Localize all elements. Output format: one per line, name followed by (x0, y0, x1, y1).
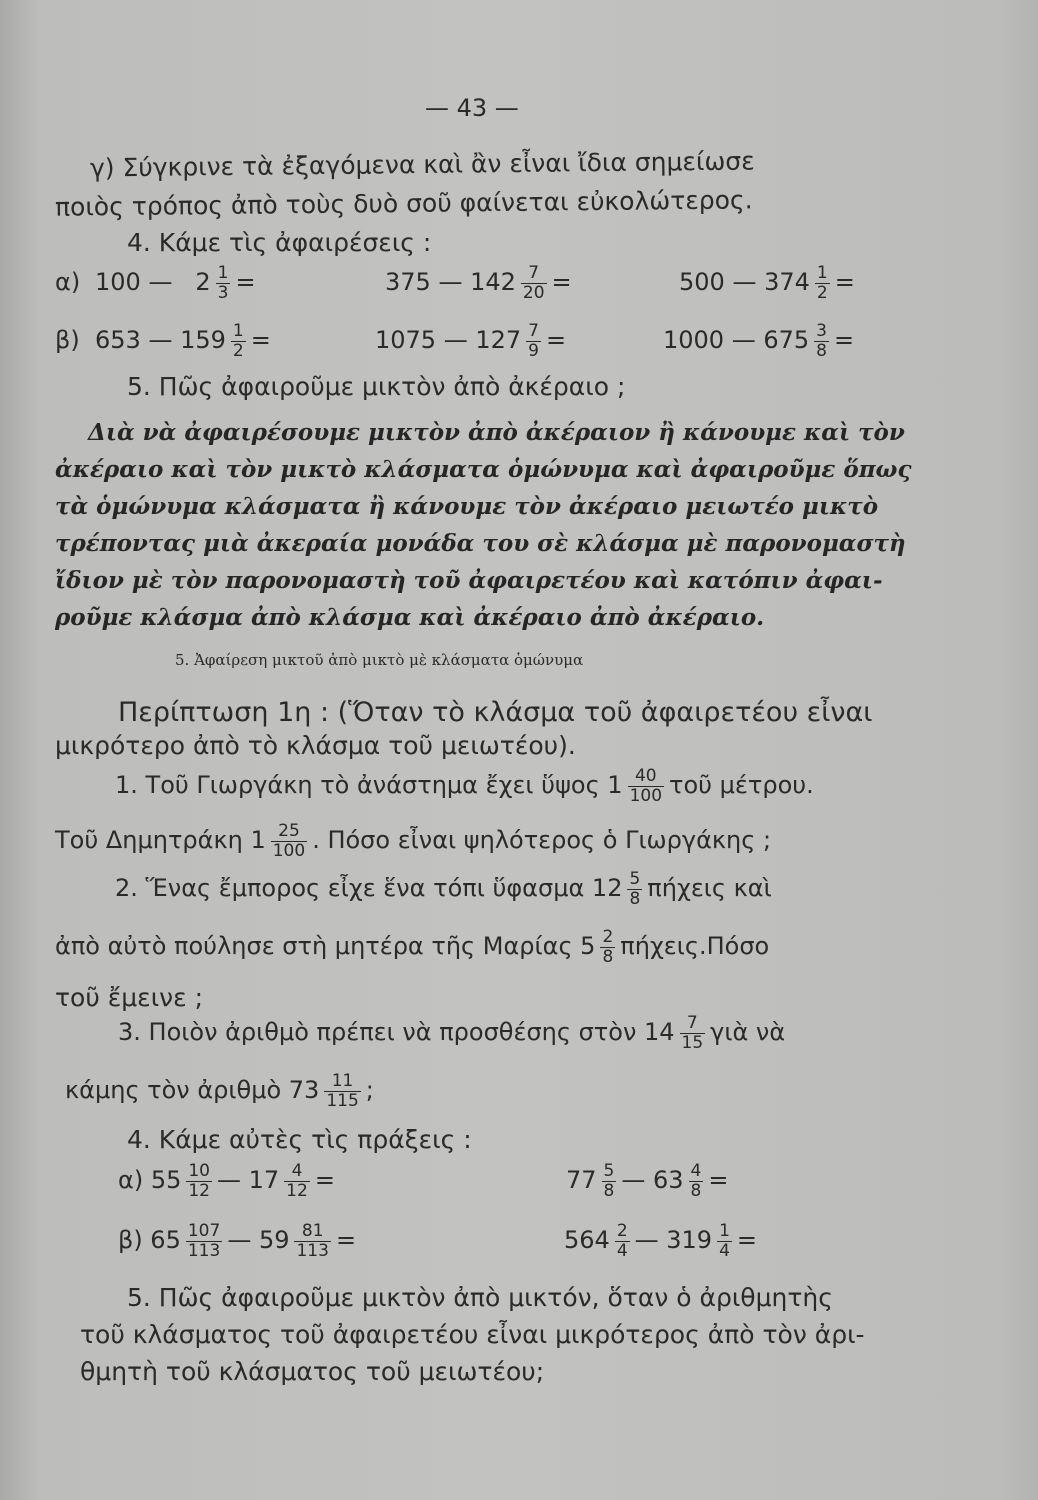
problem-2-line-2: ἀπὸ αὐτὸ πούλησε στὴ μητέρα τῆς Μαρίας 5 $\frac{2}{8}$ πήχεις.Πόσο (55, 926, 770, 967)
rule-line-4: τρέποντας μιὰ ἀκεραία μονάδα του σὲ κλάσμα μὲ παρονομαστὴ (55, 530, 906, 557)
rule-line-2: ἀκέραιο καὶ τὸν μικτὸ κλάσματα ὁμώνυμα καὶ ἀφαιροῦμε ὅπως (55, 456, 912, 483)
case-line-1: Περίπτωση 1η : (Ὅταν τὸ κλάσμα τοῦ ἀφαιρετέου εἶναι (118, 697, 873, 728)
ex4-b-label: β) (55, 326, 80, 354)
problem-4-title: 4. Κάμε αὐτὲς τὶς πράξεις : (127, 1125, 472, 1154)
problem-5-line-3: θμητὴ τοῦ κλάσματος τοῦ μειωτέου; (80, 1357, 545, 1386)
question-5-title: 5. Πῶς ἀφαιροῦμε μικτὸν ἀπὸ ἀκέραιο ; (127, 372, 626, 401)
book-page: — 43 — γ) Σύγκρινε τὰ ἐξαγόμενα καὶ ἂν εἶναι ἴδια σημείωσε ποιὸς τρόπος ἀπὸ τοὺς δυὸ σοῦ φαίνεται εὐκολώτερος. 4. Κάμε τὶς ἀφαιρέσεις : α) 100 — 2 $\frac{1}{3}$ = 375 — 142 $\frac{7}{20}$ = 500 — 374 $\frac{1}{2}$ = β) 653 — 159 $\frac{1}{2}$ = 1075 — 127 $\frac{7}{9}$ = 1000 — 675 $\frac{3}{8}$ = 5. Πῶς ἀφαιροῦμε μικτὸν ἀπὸ ἀκέραιο ; Διὰ νὰ ἀφαιρέσουμε μικτὸν ἀπὸ ἀκέραιον ἢ κάνουμε καὶ τὸν ἀκέραιο καὶ τὸν μικτὸ κλάσματα ὁμώνυμα καὶ ἀφαιροῦμε ὅπως τὰ ὁμώνυμα κλάσματα ἢ κάνουμε τὸν ἀκέραιο μειωτέο μικτὸ τρέποντας μιὰ ἀκεραία μονάδα του σὲ κλάσμα μὲ παρονομαστὴ ἴδιον μὲ τὸν παρονομαστὴ τοῦ ἀφαιρετέου καὶ κατόπιν ἀφαι- ροῦμε κλάσμα ἀπὸ κλάσμα καὶ ἀκέραιο ἀπὸ ἀκέραιο. 5. Ἀφαίρεση μικτοῦ ἀπὸ μικτὸ μὲ κλάσματα ὁμώνυμα Περίπτωση 1η : (Ὅταν τὸ κλάσμα τοῦ ἀφαιρετέου εἶναι μικρότερο ἀπὸ τὸ κλάσμα τοῦ μειωτέου). 1. Τοῦ Γιωργάκη τὸ ἀνάστημα ἔχει ὕψος 1 $\frac{40}{100}$ τοῦ μέτρου. Τοῦ Δημητράκη 1 $\frac{25}{100}$ . Πόσο εἶναι ψηλότερος ὁ Γιωργάκης ; 2. Ἕνας ἔμπορος εἶχε ἕνα τόπι ὕφασμα 12 $\frac{5}{8}$ πήχεις καὶ ἀπὸ αὐτὸ πούλησε στὴ μητέρα τῆς Μαρίας 5 $\frac{2}{8}$ πήχεις.Πόσο τοῦ ἔμεινε ; 3. Ποιὸν ἀριθμὸ πρέπει νὰ προσθέσης στὸν 14 $\frac{7}{15}$ γιὰ νὰ κάμης τὸν ἀριθμὸ 73 $\frac{11}{115}$ ; 4. Κάμε αὐτὲς τὶς πράξεις : α) 55 $\frac{10}{12}$ — 17 $\frac{4}{12}$ = 77 $\frac{5}{8}$ — 63 $\frac{4}{8}$ = β) 65 $\frac{107}{113}$ — 59 $\frac{81}{113}$ = 564 $\frac{2}{4}$ — 319 $\frac{1}{4}$ = 5. Πῶς ἀφαιροῦμε μικτὸν ἀπὸ μικτόν, ὅταν ὁ ἀριθμητὴς τοῦ κλάσματος τοῦ ἀφαιρετέου εἶναι μικρότερος ἀπὸ τὸν ἀρι- θμητὴ τοῦ κλάσματος τοῦ μειωτέου; (0, 0, 1038, 1500)
rule-line-1: Διὰ νὰ ἀφαιρέσουμε μικτὸν ἀπὸ ἀκέραιον ἢ κάνουμε καὶ τὸν (88, 419, 905, 446)
problem-5-line-1: 5. Πῶς ἀφαιροῦμε μικτὸν ἀπὸ μικτόν, ὅταν ὁ ἀριθμητὴς (127, 1283, 833, 1312)
intro-line-1: γ) Σύγκρινε τὰ ἐξαγόμενα καὶ ἂν εἶναι ἴδια σημείωσε (89, 146, 755, 183)
section-heading: 5. Ἀφαίρεση μικτοῦ ἀπὸ μικτὸ μὲ κλάσματα ὁμώνυμα (175, 651, 584, 669)
intro-line-2: ποιὸς τρόπος ἀπὸ τοὺς δυὸ σοῦ φαίνεται εὐκολώτερος. (54, 185, 753, 222)
ex4-a2: 375 — 142 $\frac{7}{20}$ = (385, 262, 572, 303)
ex4-b2: 1075 — 127 $\frac{7}{9}$ = (375, 320, 567, 361)
problem-5-line-2: τοῦ κλάσματος τοῦ ἀφαιρετέου εἶναι μικρότερος ἀπὸ τὸν ἀρι- (80, 1320, 865, 1349)
problem-3-line-2: κάμης τὸν ἀριθμὸ 73 $\frac{11}{115}$ ; (65, 1070, 374, 1111)
ex4-b3: 1000 — 675 $\frac{3}{8}$ = (663, 320, 855, 361)
page-number: — 43 — (425, 94, 519, 122)
fraction: $\frac{7}{15}$ (681, 1012, 704, 1053)
ex4-a1: 100 — 2 $\frac{1}{3}$ = (95, 262, 256, 303)
ex4-a3: 500 — 374 $\frac{1}{2}$ = (679, 262, 855, 303)
fraction: $\frac{25}{100}$ (272, 820, 306, 861)
rule-line-5: ἴδιον μὲ τὸν παρονομαστὴ τοῦ ἀφαιρετέου καὶ κατόπιν ἀφαι- (55, 567, 883, 594)
fraction: $\frac{2}{8}$ (602, 926, 614, 967)
fraction: $\frac{40}{100}$ (629, 765, 663, 806)
rule-line-6: ροῦμε κλάσμα ἀπὸ κλάσμα καὶ ἀκέραιο ἀπὸ ἀκέραιο. (55, 604, 765, 631)
case-line-2: μικρότερο ἀπὸ τὸ κλάσμα τοῦ μειωτέου). (55, 731, 576, 760)
problem-2-line-1: 2. Ἕνας ἔμπορος εἶχε ἕνα τόπι ὕφασμα 12 $\frac{5}{8}$ πήχεις καὶ (115, 868, 772, 909)
fraction: $\frac{11}{115}$ (326, 1070, 359, 1111)
ex4-a-label: α) (55, 268, 81, 296)
rule-line-3: τὰ ὁμώνυμα κλάσματα ἢ κάνουμε τὸν ἀκέραιο μειωτέο μικτὸ (55, 493, 879, 520)
ex4-b1: 653 — 159 $\frac{1}{2}$ = (95, 320, 271, 361)
exercise-4-title: 4. Κάμε τὶς ἀφαιρέσεις : (127, 228, 432, 257)
problem-3-line-1: 3. Ποιὸν ἀριθμὸ πρέπει νὰ προσθέσης στὸν 14 $\frac{7}{15}$ γιὰ νὰ (118, 1012, 786, 1053)
problem-2-line-3: τοῦ ἔμεινε ; (55, 983, 203, 1012)
problem-1-line-2: Τοῦ Δημητράκη 1 $\frac{25}{100}$ . Πόσο εἶναι ψηλότερος ὁ Γιωργάκης ; (55, 820, 772, 861)
fraction: $\frac{5}{8}$ (629, 868, 641, 909)
problem-1-line-1: 1. Τοῦ Γιωργάκη τὸ ἀνάστημα ἔχει ὕψος 1 $\frac{40}{100}$ τοῦ μέτρου. (115, 765, 814, 806)
